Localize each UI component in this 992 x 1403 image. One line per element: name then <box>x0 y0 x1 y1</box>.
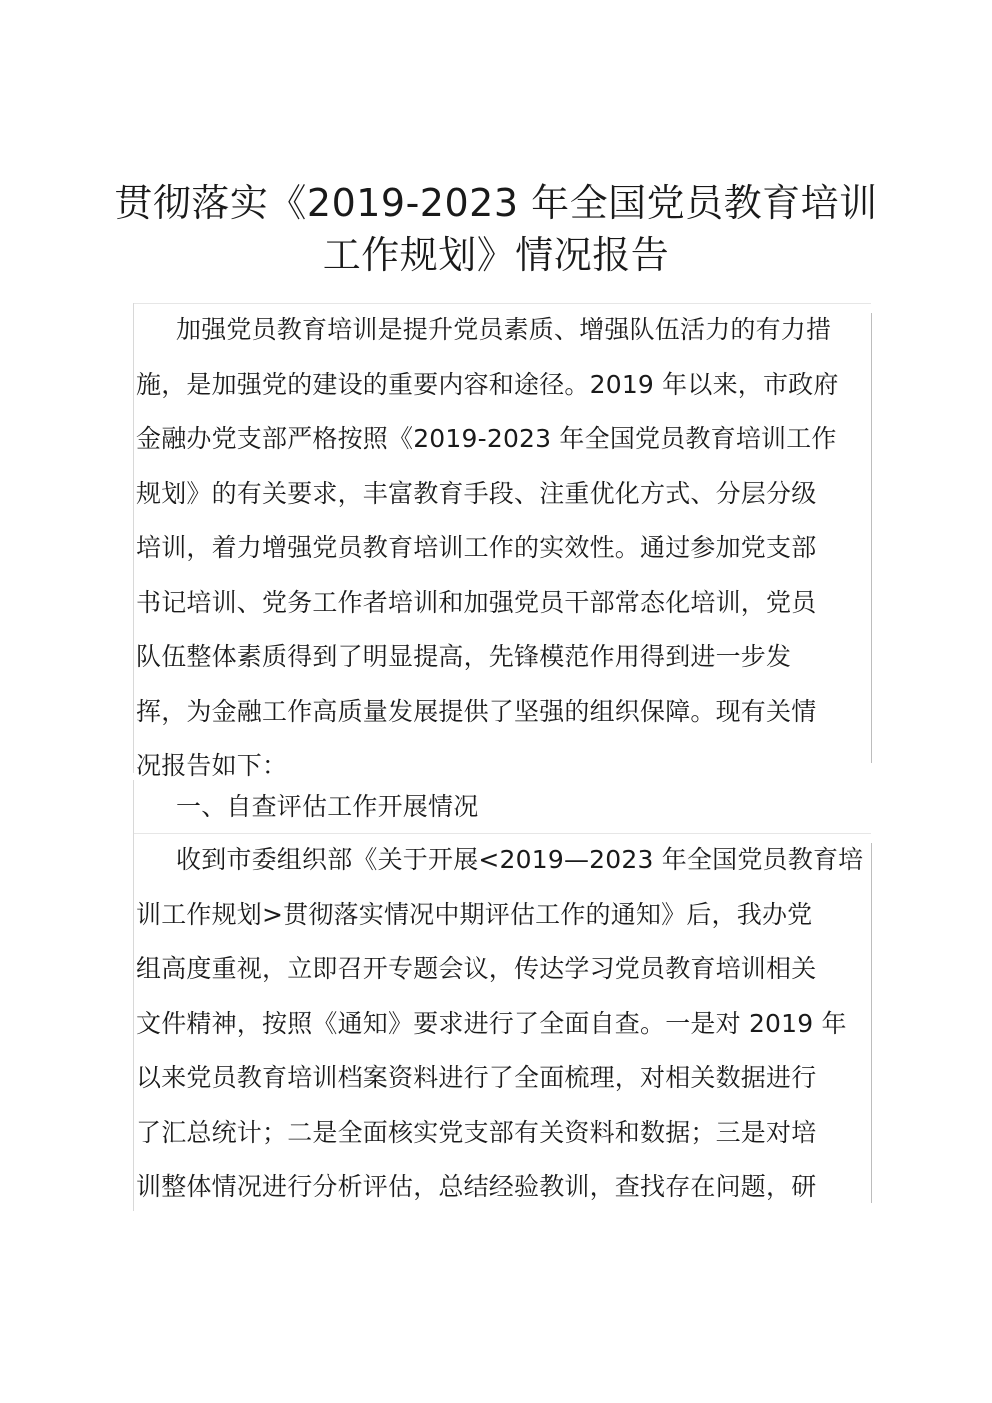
block-right-rule <box>871 313 872 763</box>
block-right-rule <box>871 843 872 1203</box>
paragraph-line: 金融办党支部严格按照《2019-2023 年全国党员教育培训工作 <box>136 424 837 453</box>
paragraph-selfcheck <box>134 833 871 1215</box>
document-title-line-1: 贯彻落实《2019-2023 年全国党员教育培训 <box>114 181 878 225</box>
section-heading-block <box>133 780 871 834</box>
block-top-rule <box>134 833 871 834</box>
paragraph-line: 挥，为金融工作高质量发展提供了坚强的组织保障。现有关情 <box>136 696 817 726</box>
paragraph-line: 了汇总统计；二是全面核实党支部有关资料和数据；三是对培 <box>136 1117 817 1147</box>
paragraph-intro-block <box>133 303 871 780</box>
paragraph-line: 以来党员教育培训档案资料进行了全面梳理，对相关数据进行 <box>136 1063 817 1092</box>
paragraph-line: 加强党员教育培训是提升党员素质、增强队伍活力的有力措 <box>176 315 832 344</box>
paragraph-line: 文件精神，按照《通知》要求进行了全面自查。一是对 2019 年 <box>136 1008 847 1038</box>
paragraph-line: 施，是加强党的建设的重要内容和途径。2019 年以来，市政府 <box>136 369 839 399</box>
paragraph-line: 况报告如下： <box>136 751 288 780</box>
paragraph-line: 书记培训、党务工作者培训和加强党员干部常态化培训，党员 <box>136 587 817 617</box>
paragraph-selfcheck-block <box>133 833 871 1211</box>
paragraph-line: 训整体情况进行分析评估，总结经验教训，查找存在问题，研 <box>136 1172 817 1201</box>
document-title-line-2: 工作规划》情况报告 <box>322 233 670 277</box>
paragraph-line: 培训，着力增强党员教育培训工作的实效性。通过参加党支部 <box>136 533 817 562</box>
section-heading <box>134 780 871 835</box>
section-heading-text: 一、自查评估工作开展情况 <box>176 792 479 821</box>
block-top-rule <box>134 303 871 304</box>
paragraph-line: 规划》的有关要求，丰富教育手段、注重优化方式、分层分级 <box>136 478 817 508</box>
paragraph-line: 队伍整体素质得到了明显提高，先锋模范作用得到进一步发 <box>136 642 792 671</box>
paragraph-intro <box>134 303 871 794</box>
paragraph-line: 训工作规划>贯彻落实情况中期评估工作的通知》后，我办党 <box>136 899 813 929</box>
paragraph-line: 组高度重视，立即召开专题会议，传达学习党员教育培训相关 <box>136 954 817 983</box>
paragraph-line: 收到市委组织部《关于开展<2019—2023 年全国党员教育培 <box>176 845 864 874</box>
